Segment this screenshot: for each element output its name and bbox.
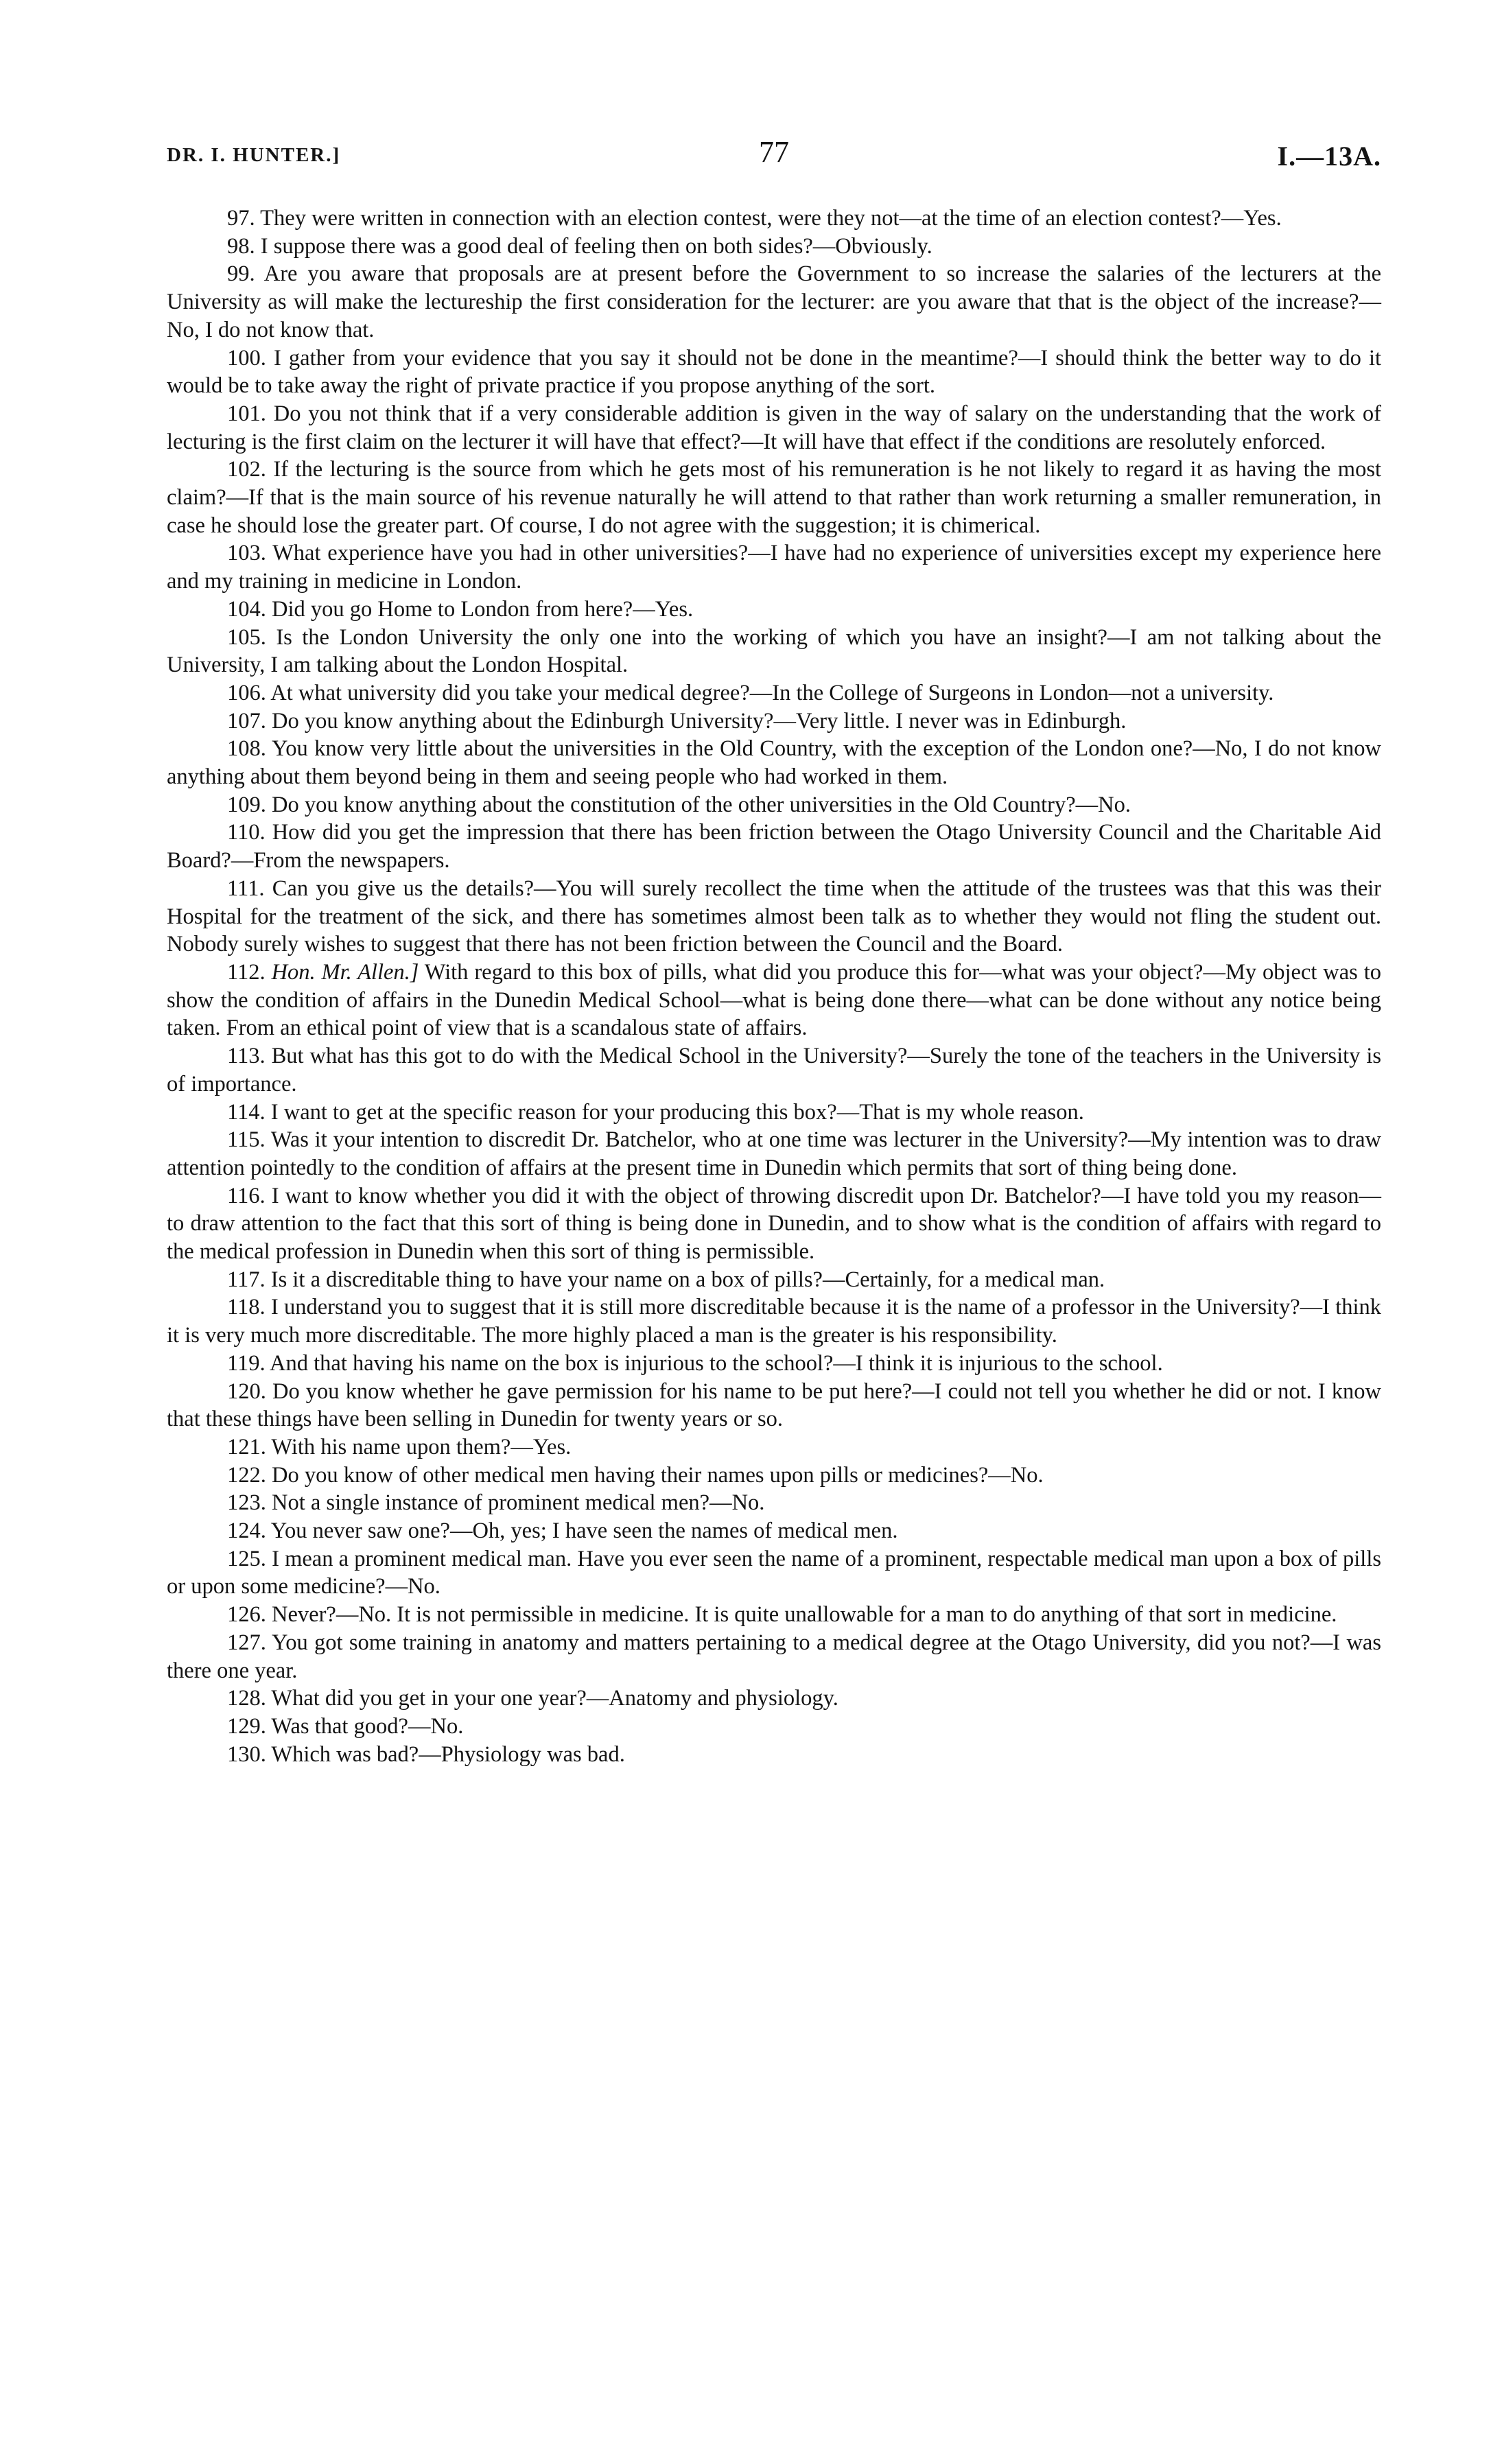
evidence-paragraph [167, 344, 1381, 400]
question-answer-text: I want to know whether you did it with the object of throwing discredit upon Dr. Batchelor?—I have told you my reason—to draw attention to the fact that this sort of thing is being done in Dunedin, and to show what is the condition of affairs with regard to the medical profession in Dunedin when this sort of thing is permissible. [167, 1183, 1381, 1265]
question-number: 117. [227, 1267, 266, 1292]
question-answer-text: Is it a discreditable thing to have your name on a box of pills?—Certainly, for a medical man. [270, 1267, 1105, 1292]
evidence-paragraph [167, 1489, 1381, 1517]
evidence-paragraph [167, 1545, 1381, 1601]
evidence-paragraph [167, 456, 1381, 539]
question-answer-text: Do you know anything about the Edinburgh University?—Very little. I never was in Edinburgh. [272, 708, 1127, 734]
question-number: 122. [227, 1462, 266, 1488]
question-number: 101. [227, 401, 266, 426]
evidence-paragraph [167, 875, 1381, 959]
question-answer-text: Which was bad?—Physiology was bad. [271, 1741, 625, 1767]
evidence-paragraph [167, 539, 1381, 595]
evidence-paragraph [167, 959, 1381, 1042]
page-number: 77 [759, 135, 789, 169]
evidence-paragraph [167, 1741, 1381, 1769]
evidence-paragraph [167, 260, 1381, 344]
question-number: 105. [227, 624, 266, 650]
evidence-paragraph [167, 204, 1381, 233]
speaker-label: Hon. Mr. Allen.] [271, 959, 419, 985]
evidence-paragraph [167, 791, 1381, 819]
evidence-paragraph [167, 707, 1381, 736]
evidence-paragraph [167, 624, 1381, 679]
question-number: 109. [227, 792, 266, 817]
question-answer-text: Can you give us the details?—You will surely recollect the time when the attitude of the trustees was that this was their Hospital for the treatment of the sick, and there has sometimes almost been talk as to whether they would not fling the student out. Nobody surely wishes to suggest that there has not been friction between the Council and the Board. [167, 876, 1381, 957]
evidence-paragraph [167, 1126, 1381, 1182]
question-number: 107. [227, 708, 266, 734]
question-answer-text: At what university did you take your medical degree?—In the College of Surgeons in London—not a university. [270, 680, 1274, 705]
question-answer-text: Not a single instance of prominent medical men?—No. [272, 1490, 765, 1516]
evidence-paragraph [167, 596, 1381, 624]
question-answer-text: How did you get the impression that there has been friction between the Otago University Council and the Charitable Aid Board?—From the newspapers. [167, 820, 1381, 873]
question-number: 115. [227, 1127, 266, 1153]
evidence-paragraph [167, 1433, 1381, 1462]
question-number: 120. [227, 1378, 266, 1404]
question-answer-text: You never saw one?—Oh, yes; I have seen the names of medical men. [270, 1518, 898, 1544]
evidence-paragraph [167, 1350, 1381, 1378]
question-answer-text: Never?—No. It is not permissible in medicine. It is quite unallowable for a man to do anything of that sort in medicine. [272, 1602, 1337, 1628]
question-answer-text: I suppose there was a good deal of feeling then on both sides?—Obviously. [260, 233, 932, 259]
evidence-paragraph [167, 1378, 1381, 1433]
evidence-paragraph [167, 735, 1381, 790]
evidence-paragraph [167, 1462, 1381, 1490]
question-number: 118. [227, 1295, 266, 1320]
question-answer-text: Was it your intention to discredit Dr. Batchelor, who at one time was lecturer in the University?—My intention was to draw attention pointedly to the condition of affairs at the present time in Dunedin which permits that sort of thing being done. [167, 1127, 1381, 1180]
question-answer-text: You got some training in anatomy and matters pertaining to a medical degree at the Otago University, did you not?—I was there one year. [167, 1630, 1381, 1683]
question-number: 123. [227, 1490, 266, 1516]
evidence-paragraph [167, 1042, 1381, 1098]
question-number: 124. [227, 1518, 266, 1544]
question-answer-text: With regard to this box of pills, what did you produce this for—what was your object?—My object was to show the condition of affairs in the Dunedin Medical School—what is being done there—what can be done without any notice being taken. From an ethical point of view that is a scandalous state of affairs. [167, 959, 1381, 1041]
question-number: 114. [227, 1099, 266, 1125]
question-number: 99. [227, 261, 255, 287]
evidence-paragraph [167, 1713, 1381, 1741]
question-answer-text: Was that good?—No. [271, 1713, 464, 1739]
evidence-paragraph [167, 1601, 1381, 1629]
running-head [167, 134, 1381, 176]
question-answer-text: Do you know anything about the constitution of the other universities in the Old Country?—No. [272, 792, 1131, 817]
question-number: 130. [227, 1741, 266, 1767]
question-number: 125. [227, 1546, 266, 1571]
question-number: 98. [227, 233, 255, 259]
evidence-paragraph [167, 1517, 1381, 1545]
question-number: 113. [227, 1044, 266, 1069]
question-number: 108. [227, 736, 266, 762]
question-answer-text: But what has this got to do with the Medical School in the University?—Surely the tone of the teachers in the University is of importance. [167, 1044, 1382, 1096]
question-number: 100. [227, 345, 266, 371]
question-number: 116. [227, 1183, 266, 1208]
question-number: 104. [227, 596, 266, 622]
evidence-paragraph [167, 819, 1381, 874]
question-number: 103. [227, 541, 266, 566]
question-number: 112. [227, 959, 266, 985]
question-answer-text: Are you aware that proposals are at present before the Government to so increase the salaries of the lecturers at the University as will make the lectureship the first consideration for the lecturer: are you aware that that is the object of the increase?—No, I do not know that. [167, 261, 1381, 342]
evidence-paragraph [167, 1266, 1381, 1294]
question-answer-text: Do you know of other medical men having their names upon pills or medicines?—No. [272, 1462, 1044, 1488]
evidence-paragraph [167, 1293, 1381, 1349]
question-number: 111. [227, 876, 265, 901]
question-answer-text: If the lecturing is the source from which he gets most of his remuneration is he not likely to regard it as having the most claim?—If that is the main source of his revenue naturally he will attend to that rather than work returning a smaller remuneration, in case he should lose the greater part. Of course, I do not agree with the suggestion; it is chimerical. [167, 457, 1382, 538]
question-answer-text: What experience have you had in other universities?—I have had no experience of universities except my experience here and my training in medicine in London. [167, 541, 1382, 594]
question-number: 121. [227, 1434, 266, 1459]
evidence-paragraph [167, 1182, 1381, 1266]
question-number: 128. [227, 1686, 266, 1711]
question-answer-text: I mean a prominent medical man. Have you ever seen the name of a prominent, respectable medical man upon a box of pills or upon some medicine?—No. [167, 1546, 1382, 1599]
question-number: 119. [227, 1350, 266, 1376]
question-answer-text: They were written in connection with an election contest, were they not—at the time of an election contest?—Yes. [260, 206, 1282, 231]
question-answer-text: Did you go Home to London from here?—Yes. [272, 596, 694, 622]
question-number: 97. [227, 206, 255, 231]
question-answer-text: You know very little about the universities in the Old Country, with the exception of the London one?—No, I do not know anything about them beyond being in them and seeing people who had worked in them. [167, 736, 1381, 790]
evidence-paragraph [167, 1629, 1381, 1685]
question-answer-text: And that having his name on the box is injurious to the school?—I think it is injurious to the school. [270, 1350, 1163, 1376]
question-answer-text: Do you not think that if a very considerable addition is given in the way of salary on the understanding that the work of lecturing is the first claim on the lecturer it will have that effect?—It will have that effect if the conditions are resolutely enforced. [167, 401, 1382, 454]
question-answer-text: I gather from your evidence that you say it should not be done in the meantime?—I should think the better way to do it would be to take away the right of private practice if you propose anything of the sort. [167, 345, 1382, 399]
question-answer-text: I understand you to suggest that it is still more discreditable because it is the name of a professor in the University?—I think it is very much more discreditable. The more highly placed a man is the greater is his responsibility. [167, 1295, 1382, 1348]
question-number: 102. [227, 457, 266, 482]
question-number: 106. [227, 680, 266, 705]
question-answer-text: Do you know whether he gave permission for his name to be put here?—I could not tell you whether he did or not. I know that these things have been selling in Dunedin for twenty years or so. [167, 1378, 1382, 1432]
evidence-paragraph [167, 1685, 1381, 1713]
question-answer-text: What did you get in your one year?—Anatomy and physiology. [271, 1686, 838, 1711]
question-number: 126. [227, 1602, 266, 1628]
evidence-paragraph [167, 679, 1381, 707]
evidence-body [167, 204, 1381, 1768]
question-number: 127. [227, 1630, 266, 1655]
evidence-paragraph [167, 400, 1381, 456]
question-answer-text: Is the London University the only one into the working of which you have an insight?—I am not talking about the University, I am talking about the London Hospital. [167, 624, 1381, 678]
question-answer-text: I want to get at the specific reason for your producing this box?—That is my whole reason. [270, 1099, 1084, 1125]
question-number: 129. [227, 1713, 266, 1739]
question-number: 110. [227, 820, 266, 845]
evidence-paragraph [167, 233, 1381, 261]
witness-name-header: DR. I. HUNTER.] [167, 144, 341, 166]
paper-reference: I.—13A. [1277, 141, 1381, 172]
evidence-paragraph [167, 1099, 1381, 1127]
question-answer-text: With his name upon them?—Yes. [271, 1434, 572, 1459]
